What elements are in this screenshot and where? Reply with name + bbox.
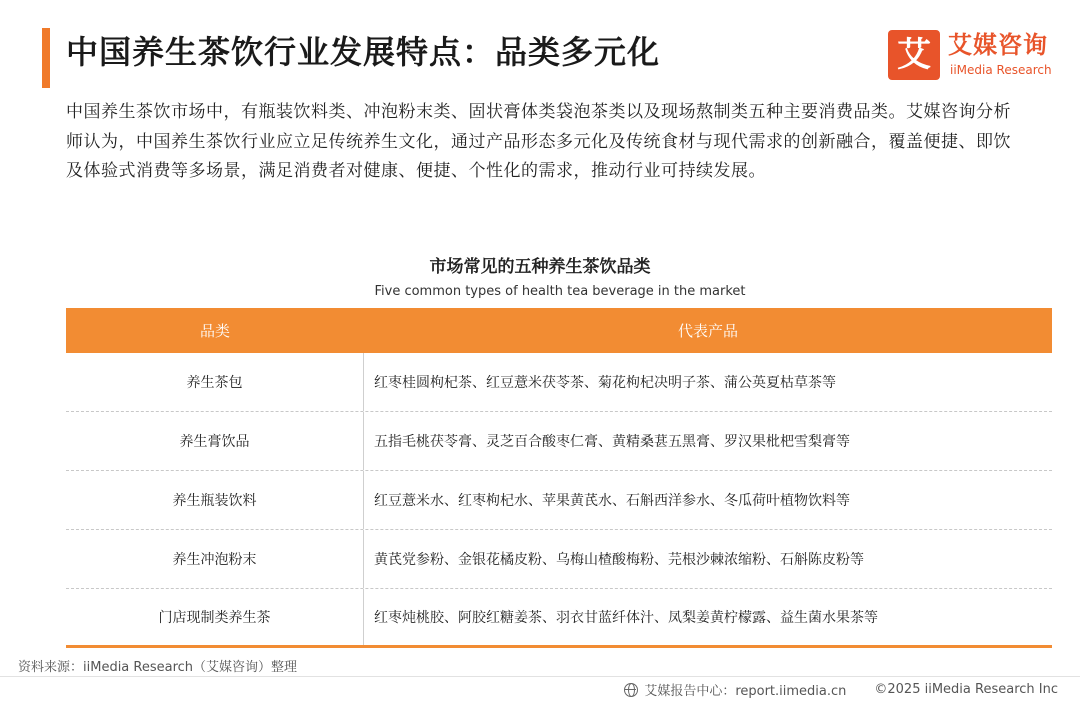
products-cell: 五指毛桃茯苓膏、灵芝百合酸枣仁膏、黄精桑葚五黑膏、罗汉果枇杷雪梨膏等 xyxy=(374,434,850,450)
intro-paragraph: 中国养生茶饮市场中，有瓶装饮料类、冲泡粉末类、固状膏体类袋泡茶类以及现场熬制类五种主要消费品类。艾媒咨询分析师认为，中国养生茶饮行业应立足传统养生文化，通过产品形态多元化及传统食材与现代需求的创新融合，覆盖便捷、即饮及体验式消费等多场景，满足消费者对健康、便捷、个性化的需求，推动行业可持续发展。 xyxy=(66,102,1011,181)
page-title: 中国养生茶饮行业发展特点：品类多元化 xyxy=(66,33,661,71)
table-row xyxy=(66,589,1052,648)
column-header-products: 代表产品 xyxy=(677,322,738,340)
table-title: 市场常见的五种养生茶饮品类 xyxy=(429,257,651,277)
table-row xyxy=(66,471,1052,530)
category-cell: 养生茶包 xyxy=(66,353,364,411)
category-cell: 养生瓶装饮料 xyxy=(66,471,364,529)
title-accent-bar xyxy=(42,28,50,88)
table-header-row xyxy=(66,308,1052,353)
category-cell: 门店现制类养生茶 xyxy=(66,589,364,645)
category-table xyxy=(66,308,1052,648)
products-cell: 红枣桂圆枸杞茶、红豆薏米茯苓茶、菊花枸杞决明子茶、蒲公英夏枯草茶等 xyxy=(374,375,836,391)
products-cell: 黄芪党参粉、金银花橘皮粉、乌梅山楂酸梅粉、芫根沙棘浓缩粉、石斛陈皮粉等 xyxy=(374,552,864,568)
products-cell: 红豆薏米水、红枣枸杞水、苹果黄芪水、石斛西洋参水、冬瓜荷叶植物饮料等 xyxy=(374,493,850,509)
logo-name-en: iiMedia Research xyxy=(950,63,1052,77)
category-cell: 养生膏饮品 xyxy=(66,412,364,470)
products-cell: 红枣炖桃胶、阿胶红糖姜茶、羽衣甘蓝纤体汁、凤梨姜黄柠檬露、益生菌水果茶等 xyxy=(374,610,878,626)
table-row xyxy=(66,353,1052,412)
copyright-text: ©2025 iiMedia Research Inc xyxy=(874,682,1058,697)
report-site-link[interactable]: 艾媒报告中心：report.iimedia.cn xyxy=(644,684,847,699)
category-cell: 养生冲泡粉末 xyxy=(66,530,364,588)
table-subtitle: Five common types of health tea beverage in the market xyxy=(374,284,746,299)
footer xyxy=(624,680,1058,699)
logo-mark: 艾 xyxy=(888,30,940,80)
globe-icon xyxy=(624,683,638,697)
source-note: 资料来源：iiMedia Research（艾媒咨询）整理 xyxy=(18,660,298,675)
table-row xyxy=(66,530,1052,589)
brand-logo xyxy=(888,30,1068,82)
column-header-category: 品类 xyxy=(199,322,230,340)
logo-name-cn: 艾媒咨询 xyxy=(948,31,1048,59)
footer-divider xyxy=(0,676,1080,677)
table-row xyxy=(66,412,1052,471)
